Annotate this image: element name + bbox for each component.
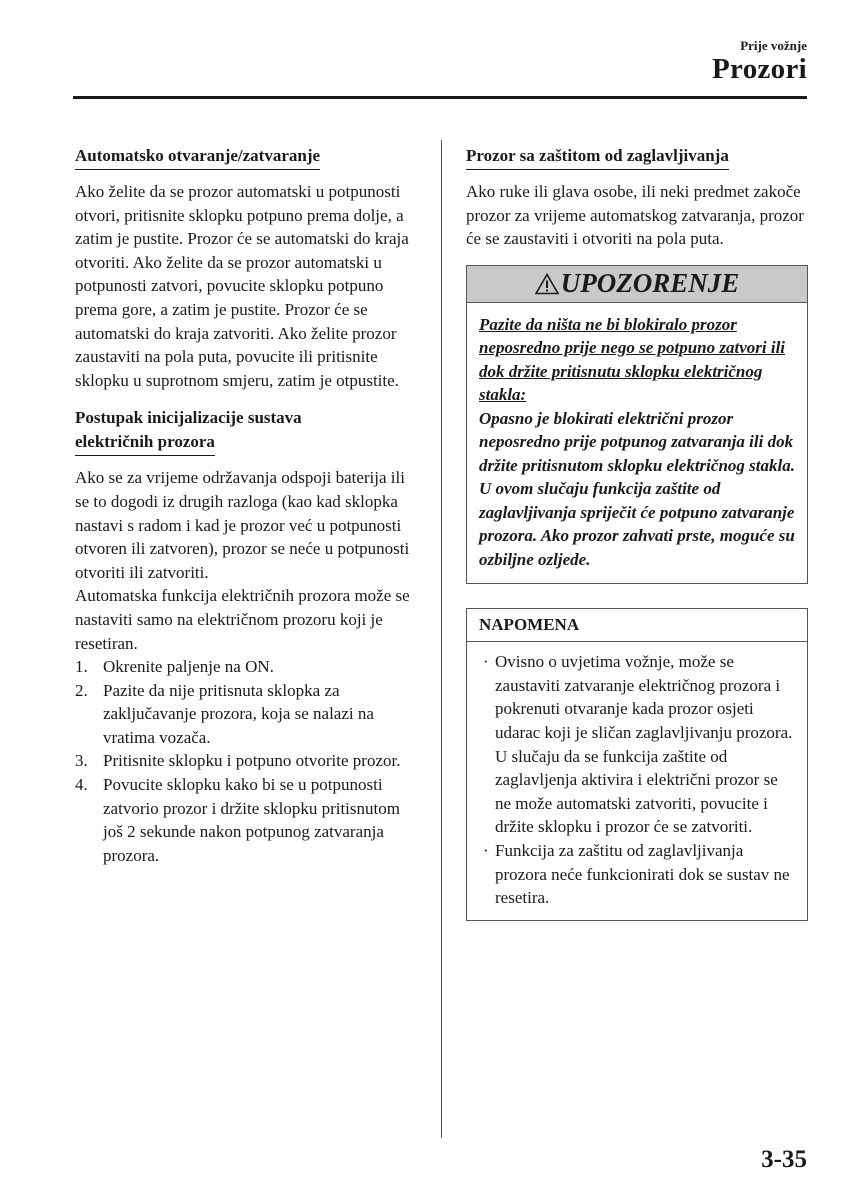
bullet-icon: · xyxy=(483,652,489,672)
note-item-text: Funkcija za zaštitu od zaglavljivanja prozora neće funkcionirati dok se sustav ne resetira. xyxy=(495,841,790,908)
step-text: Pazite da nije pritisnuta sklopka za zaključavanje prozora, koja se nalazi na vratima vozača. xyxy=(103,680,374,747)
init-heading xyxy=(75,406,420,456)
warning-lead: Pazite da ništa ne bi blokiralo prozor neposredno prije nego se potpuno zatvori ili dok držite pritisnutu sklopku električnog stakla: xyxy=(479,314,786,405)
note-box xyxy=(466,608,808,921)
step-item xyxy=(75,679,420,750)
step-item xyxy=(75,773,420,867)
page-title: Prozori xyxy=(712,53,807,85)
init-steps-list xyxy=(75,655,420,867)
left-column xyxy=(75,144,420,867)
step-item xyxy=(75,655,420,679)
warning-body xyxy=(467,303,807,584)
auto-open-close-heading: Automatsko otvaranje/zatvaranje xyxy=(75,144,320,170)
column-divider xyxy=(441,140,442,1138)
warning-box xyxy=(466,265,808,585)
right-column xyxy=(466,144,808,921)
warning-triangle-icon xyxy=(535,273,559,295)
header-divider xyxy=(73,96,807,99)
page-number: 3-35 xyxy=(761,1146,807,1173)
bullet-icon: · xyxy=(483,841,489,861)
note-list xyxy=(479,650,795,910)
note-item-text-cont: U slučaju da se funkcija zaštite od zaglavljenja aktivira i električni prozor se ne može automatski zatvoriti, povucite i držite sklopku i prozor će se zatvoriti. xyxy=(495,746,778,837)
step-number: 1. xyxy=(75,657,88,677)
init-text-1: Ako se za vrijeme održavanja odspoji baterija ili se to dogodi iz drugih razloga (kao kad sklopka nastavi s radom i kad je prozor već u potpunosti otvoren ili zatvoren), prozor se neće u potpunosti otvoriti ili zatvoriti. xyxy=(75,468,410,582)
pinch-protection-heading: Prozor sa zaštitom od zaglavljivanja xyxy=(466,144,729,170)
note-item-text: Ovisno o uvjetima vožnje, može se zaustaviti zatvaranje električnog prozora i pokrenuti otvaranje kada prozor osjeti udarac koji je sličan zaglavljivanju prozora. xyxy=(495,652,793,743)
auto-open-close-text: Ako želite da se prozor automatski u potpunosti otvori, pritisnite sklopku potpuno prema dolje, a zatim je pustite. Prozor će se automatski do kraja otvoriti. Ako želite da se prozor automatski u potpunosti zatvori, povucite sklopku potpuno prema gore, a zatim je pustite. Prozor će se automatski do kraja zatvoriti. Ako želite prozor zaustaviti na pola puta, povucite ili pritisnite sklopku u suprotnom smjeru, zatim je otpustite. xyxy=(75,182,409,390)
note-item xyxy=(479,839,795,910)
note-item xyxy=(479,650,795,839)
step-number: 4. xyxy=(75,775,88,795)
step-text: Pritisnite sklopku i potpuno otvorite prozor. xyxy=(103,751,401,771)
note-header: NAPOMENA xyxy=(467,609,807,642)
header-section-label: Prije vožnje xyxy=(740,38,807,53)
step-text: Okrenite paljenje na ON. xyxy=(103,657,274,677)
step-item xyxy=(75,749,420,773)
warning-text-2: U ovom slučaju funkcija zaštite od zaglavljivanja spriječit će potpuno zatvaranje prozora. Ako prozor zahvati prste, moguće su ozbiljne ozljede. xyxy=(479,479,795,569)
step-number: 3. xyxy=(75,751,88,771)
warning-header xyxy=(467,266,807,303)
warning-title: UPOZORENJE xyxy=(560,268,740,299)
step-number: 2. xyxy=(75,680,88,700)
init-heading-line2: električnih prozora xyxy=(75,430,215,456)
step-text: Povucite sklopku kako bi se u potpunosti zatvorio prozor i držite sklopku pritisnutom još 2 sekunde nakon potpunog zatvaranja prozora. xyxy=(103,775,400,865)
pinch-protection-text: Ako ruke ili glava osobe, ili neki predmet zakoče prozor za vrijeme automatskog zatvaranja, prozor će se zaustaviti i otvoriti na pola puta. xyxy=(466,182,804,249)
init-text-2: Automatska funkcija električnih prozora može se nastaviti samo na električnom prozoru koji je resetiran. xyxy=(75,586,410,653)
warning-text-1: Opasno je blokirati električni prozor neposredno prije potpunog zatvaranja ili dok držite pritisnutom sklopku električnog stakla. xyxy=(479,408,795,475)
init-heading-line1: Postupak inicijalizacije sustava xyxy=(75,408,302,428)
note-body xyxy=(467,642,807,920)
